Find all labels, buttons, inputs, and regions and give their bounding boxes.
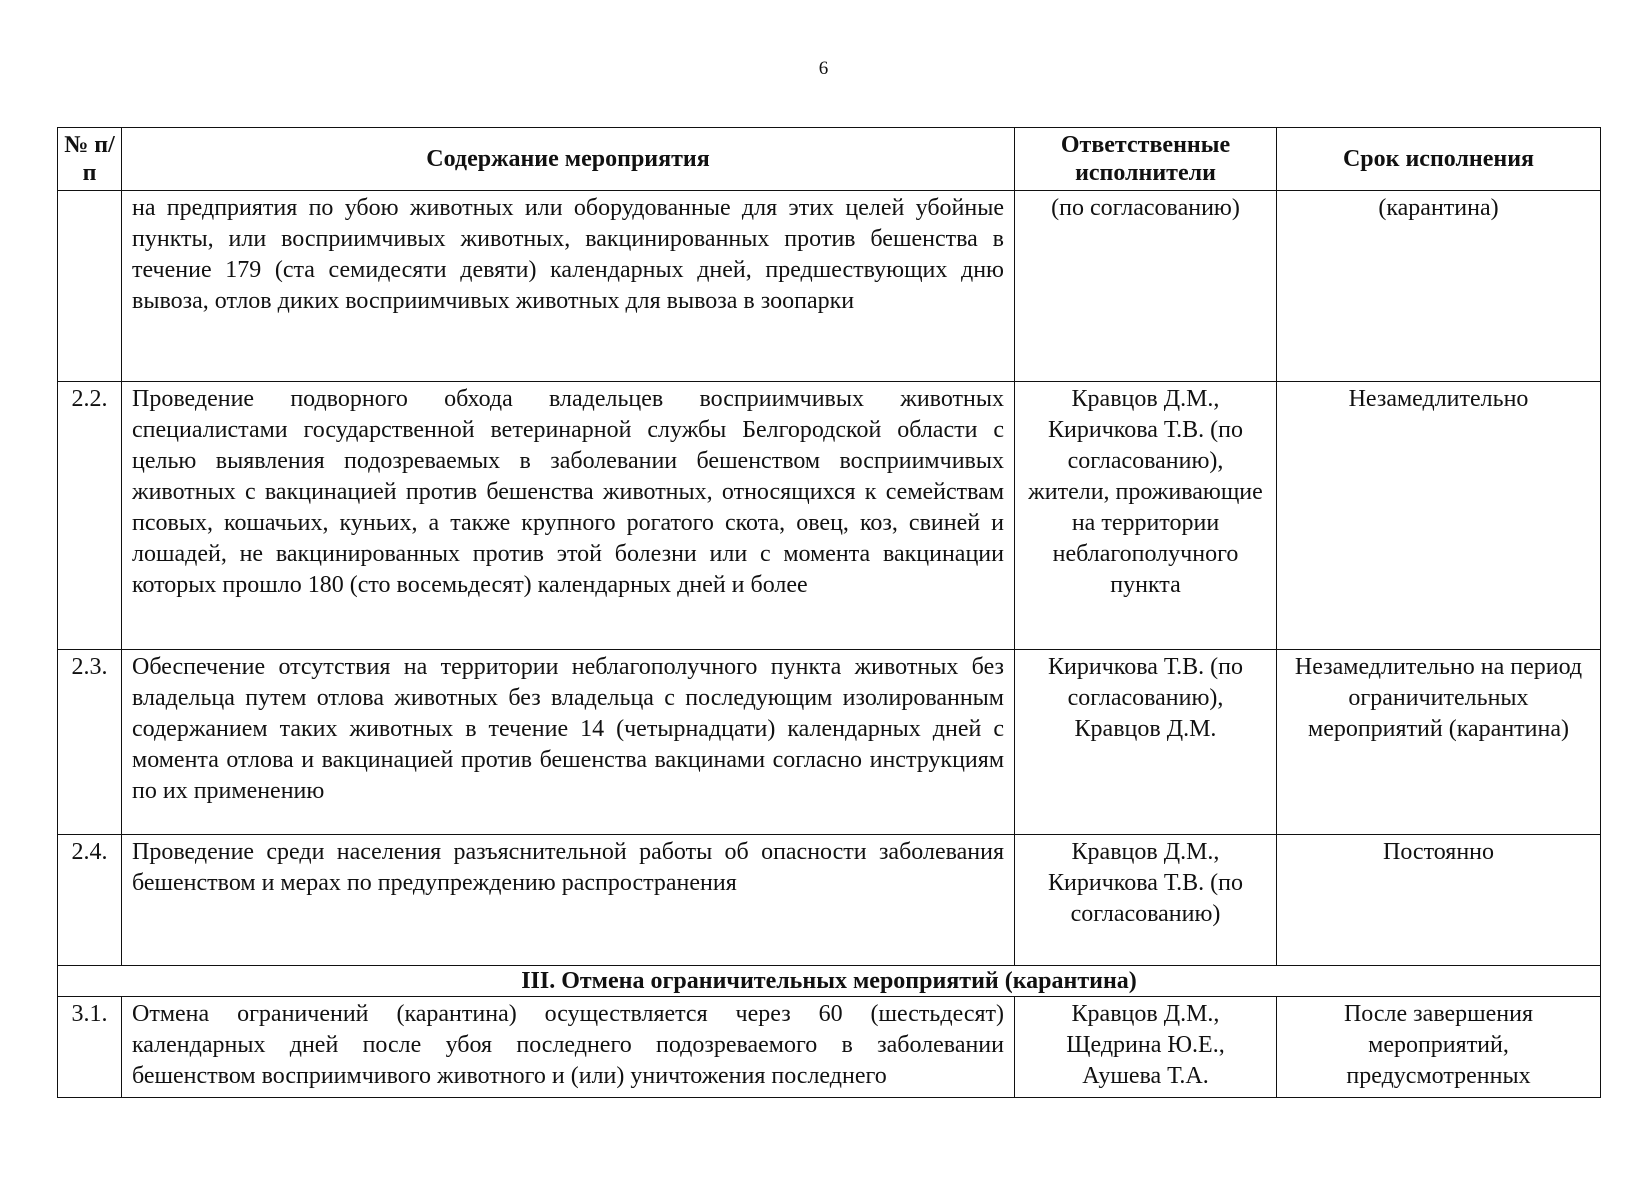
measures-table (57, 127, 1601, 1098)
row-responsible: Киричкова Т.В. (по согласованию), Кравцов Д.М. (1015, 650, 1277, 835)
row-term: Незамедлительно на период ограничительных мероприятий (карантина) (1277, 650, 1601, 835)
header-num: № п/п (58, 128, 122, 191)
header-responsible: Ответственные исполнители (1015, 128, 1277, 191)
row-content: на предприятия по убою животных или оборудованные для этих целей убойные пункты, или восприимчивых животных, вакцинированных против бешенства в течение 179 (ста семидесяти девяти) календарных дней, предшествующих дню вывоза, отлов диких восприимчивых животных для вывоза в зоопарки (122, 191, 1015, 382)
table-row (58, 835, 1601, 966)
row-content: Проведение подворного обхода владельцев восприимчивых животных специалистами государственной ветеринарной службы Белгородской области с целью выявления подозреваемых в заболевании бешенством восприимчивых животных с вакцинацией против бешенства животных, относящихся к семействам псовых, кошачьих, куньих, а также крупного рогатого скота, овец, коз, свиней и лошадей, не вакцинированных против этой болезни или с момента вакцинации которых прошло 180 (сто восемьдесят) календарных дней и более (122, 382, 1015, 650)
row-number (58, 191, 122, 382)
row-term: Незамедлительно (1277, 382, 1601, 650)
table-row (58, 650, 1601, 835)
table-header-row (58, 128, 1601, 191)
row-responsible: Кравцов Д.М., Щедрина Ю.Е., Аушева Т.А. (1015, 997, 1277, 1098)
row-number: 2.3. (58, 650, 122, 835)
header-term: Срок исполнения (1277, 128, 1601, 191)
row-responsible: Кравцов Д.М., Киричкова Т.В. (по согласованию) (1015, 835, 1277, 966)
row-term: После завершения мероприятий, предусмотренных (1277, 997, 1601, 1098)
row-number: 2.2. (58, 382, 122, 650)
page-number: 6 (818, 58, 829, 79)
table-row (58, 382, 1601, 650)
row-responsible: (по согласованию) (1015, 191, 1277, 382)
table-row (58, 191, 1601, 382)
row-content: Отмена ограничений (карантина) осуществляется через 60 (шестьдесят) календарных дней после убоя последнего подозреваемого в заболевании бешенством восприимчивого животного и (или) уничтожения последнего (122, 997, 1015, 1098)
row-term: (карантина) (1277, 191, 1601, 382)
header-content: Содержание мероприятия (122, 128, 1015, 191)
row-content: Проведение среди населения разъяснительной работы об опасности заболевания бешенством и мерах по предупреждению распространения (122, 835, 1015, 966)
section-title: III. Отмена ограничительных мероприятий (карантина) (58, 966, 1601, 997)
row-responsible: Кравцов Д.М., Киричкова Т.В. (по согласованию), жители, проживающие на территории неблагополучного пункта (1015, 382, 1277, 650)
row-number: 3.1. (58, 997, 122, 1098)
row-content: Обеспечение отсутствия на территории неблагополучного пункта животных без владельца путем отлова животных без владельца с последующим изолированным содержанием таких животных в течение 14 (четырнадцати) календарных дней с момента отлова и вакцинацией против бешенства вакцинами согласно инструкциям по их применению (122, 650, 1015, 835)
table-row (58, 997, 1601, 1098)
row-term: Постоянно (1277, 835, 1601, 966)
section-row (58, 966, 1601, 997)
row-number: 2.4. (58, 835, 122, 966)
